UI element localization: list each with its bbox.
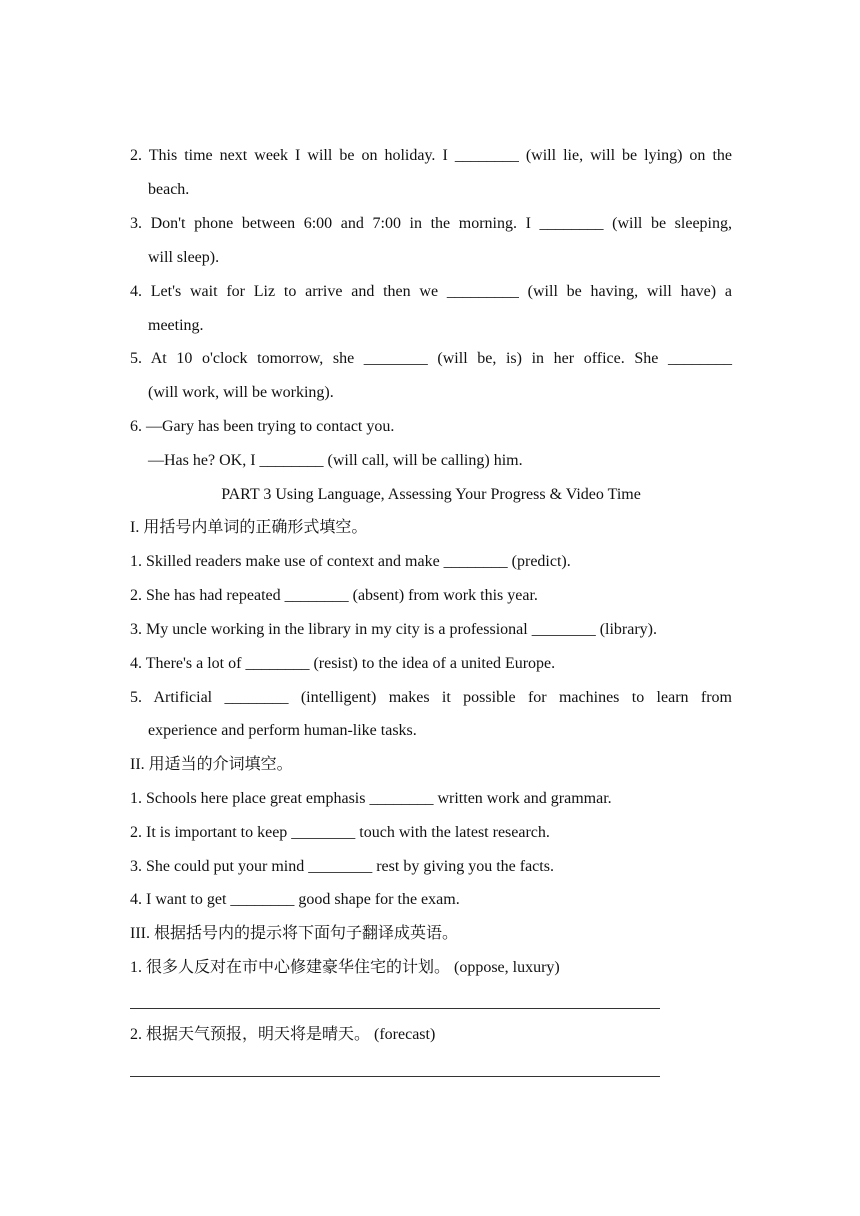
exercise-line-5: 5. At 10 o'clock tomorrow, she ________ (will be, is) in her office. She ________ [130,350,732,367]
part-ii-heading: II. 用适当的介词填空。 [130,756,293,773]
answer-line-2[interactable] [130,1076,660,1077]
exercise-line-2: 2. This time next week I will be on holiday. I ________ (will lie, will be lying) on the [130,147,732,164]
part-ii-item-1: 1. Schools here place great emphasis ________ written work and grammar. [130,790,612,807]
exercise-line-2-cont: beach. [148,181,190,198]
part-i-item-1: 1. Skilled readers make use of context and make ________ (predict). [130,553,571,570]
part-ii-item-2: 2. It is important to keep ________ touch with the latest research. [130,824,550,841]
exercise-line-4: 4. Let's wait for Liz to arrive and then we _________ (will be having, will have) a [130,283,732,300]
part-ii-item-4: 4. I want to get ________ good shape for the exam. [130,891,460,908]
part-i-heading: I. 用括号内单词的正确形式填空。 [130,519,368,536]
part-iii-item-1: 1. 很多人反对在市中心修建豪华住宅的计划。 (oppose, luxury) [130,959,560,976]
part-i-item-2: 2. She has had repeated ________ (absent) from work this year. [130,587,538,604]
exercise-line-6-cont: —Has he? OK, I ________ (will call, will be calling) him. [148,452,523,469]
answer-line-1[interactable] [130,1008,660,1009]
part-i-item-3: 3. My uncle working in the library in my city is a professional ________ (library). [130,621,658,638]
part-i-item-4: 4. There's a lot of ________ (resist) to the idea of a united Europe. [130,655,556,672]
section-heading: PART 3 Using Language, Assessing Your Progress & Video Time [221,486,641,503]
part-iii-item-2: 2. 根据天气预报，明天将是晴天。 (forecast) [130,1026,436,1043]
part-iii-heading: III. 根据括号内的提示将下面句子翻译成英语。 [130,925,458,942]
exercise-line-3-cont: will sleep). [148,249,220,266]
part-i-item-5: 5. Artificial ________ (intelligent) makes it possible for machines to learn from [130,689,732,706]
exercise-line-4-cont: meeting. [148,317,204,334]
part-ii-item-3: 3. She could put your mind ________ rest by giving you the facts. [130,858,554,875]
exercise-line-3: 3. Don't phone between 6:00 and 7:00 in the morning. I ________ (will be sleeping, [130,215,732,232]
exercise-line-6: 6. —Gary has been trying to contact you. [130,418,395,435]
exercise-line-5-cont: (will work, will be working). [148,384,334,401]
part-i-item-5-cont: experience and perform human-like tasks. [148,722,417,739]
